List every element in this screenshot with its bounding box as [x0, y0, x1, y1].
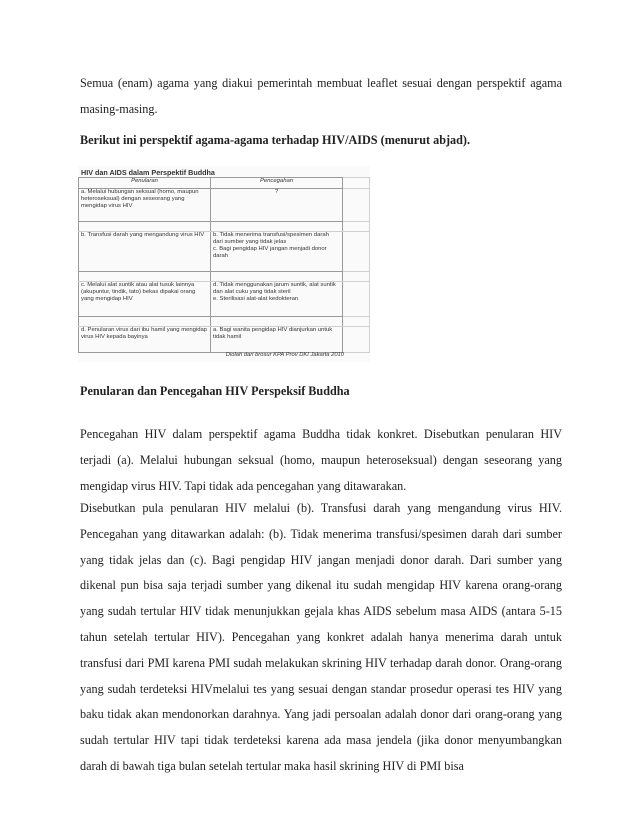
- row-b-pencegahan-2: c. Bagi pengidap HIV jangan menjadi donor darah: [213, 245, 327, 260]
- row-a-pencegahan: ?: [211, 188, 343, 221]
- col-penularan: Penularan: [79, 178, 211, 189]
- figure-source: Diolah dari brosur KPA Prov DKI Jakarta 2010: [225, 352, 344, 358]
- section-heading: Penularan dan Pencegahan HIV Perspeksif Buddha: [80, 384, 350, 398]
- row-c-pencegahan-2: e. Sterilisasi alat-alat kedokteran: [213, 295, 299, 302]
- perspective-table-figure: [78, 166, 370, 362]
- col-pencegahan: Pencegahan: [211, 178, 343, 189]
- row-d-pencegahan: a. Bagi wanita pengidap HIV dianjurkan untuk tidak hamil: [211, 326, 343, 352]
- figure-title: HIV dan AIDS dalam Perspektif Buddha: [81, 168, 215, 177]
- row-b-penularan: b. Transfusi darah yang mengandung virus HIV: [79, 231, 211, 271]
- row-d-penularan: d. Penularan virus dari ibu hamil yang mengidap virus HIV kepada bayinya: [79, 326, 211, 352]
- paragraph-1: Pencegahan HIV dalam perspektif agama Buddha tidak konkret. Disebutkan penularan HIV terjadi (a). Melalui hubungan seksual (homo, maupun heteroseksual) dengan seseorang yang mengidap virus HIV. Tapi tidak ada pencegahan yang ditawarakan.: [80, 427, 562, 493]
- perspective-table: [78, 177, 370, 353]
- intro-paragraph: Semua (enam) agama yang diakui pemerintah membuat leaflet sesuai dengan perspektif agama masing-masing.: [80, 76, 562, 116]
- intro-heading: Berikut ini perspektif agama-agama terhadap HIV/AIDS (menurut abjad).: [80, 133, 471, 147]
- row-c-penularan: c. Melalui alat suntik atau alat tusuk lainnya (akupuntur, tindik, tato) bekas dipakai orang yang mengidap HIV: [79, 281, 211, 317]
- row-c-pencegahan: d. Tidak menggunakan jarum suntik, alat suntik dan alat cuku yang tidak steril: [213, 281, 336, 295]
- row-b-pencegahan: b. Tidak menerima transfusi/spesimen darah dari sumber yang tidak jelas: [213, 231, 329, 245]
- row-a-penularan: a. Melalui hubungan seksual (homo, maupun heteroseksual) dengan seseorang yang mengidap virus HIV: [79, 188, 211, 221]
- paragraph-2: Disebutkan pula penularan HIV melalui (b). Transfusi darah yang mengandung virus HIV. Pencegahan yang ditawarkan adalah: (b). Tidak menerima transfusi/spesimen darah dari sumber yang tidak jelas dan (c). Bagi pengidap HIV jangan menjadi donor darah. Dari sumber yang dikenal pun bisa saja terjadi sumber yang dikenal itu sudah mengidap HIV karena orang-orang yang sudah tertular HIV tidak menunjukkan gejala khas AIDS sebelum masa AIDS (antara 5-15 tahun setelah tertular HIV). Pencegahan yang konkret adalah hanya menerima darah untuk transfusi dari PMI karena PMI sudah melakukan skrining HIV terhadap darah donor. Orang-orang yang sudah terdeteksi HIVmelalui tes yang sesuai dengan standar prosedur operasi tes HIV yang baku tidak akan mendonorkan darahnya. Yang jadi persoalan adalah donor dari orang-orang yang sudah tertular HIV tapi tidak terdeteksi karena ada masa jendela (jika donor menyumbangkan darah di bawah tiga bulan setelah tertular maka hasil skrining HIV di PMI bisa: [80, 501, 562, 773]
